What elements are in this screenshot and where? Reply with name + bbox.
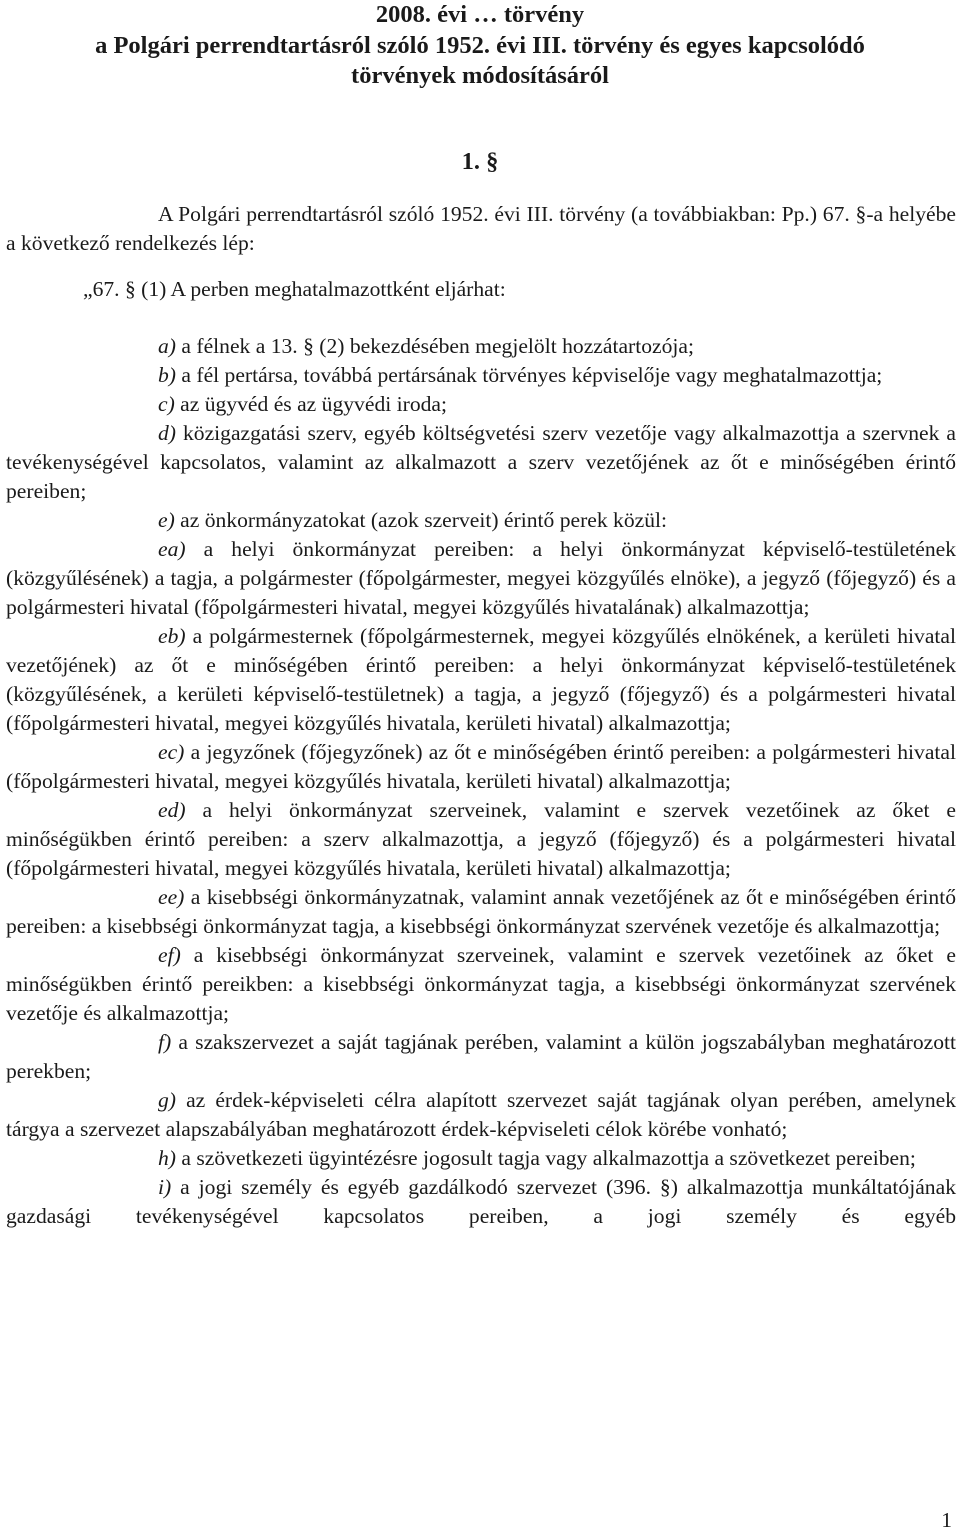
list-item-h [6, 1144, 956, 1173]
page-number: 1 [941, 1508, 952, 1532]
item-text: a fél pertársa, továbbá pertársának törvényes képviselője vagy meghatalmazottja; [176, 363, 883, 387]
item-label: eb) [158, 624, 186, 648]
list-item-eb [6, 622, 956, 738]
list-item-b [6, 361, 956, 390]
intro-paragraph: A Polgári perrendtartásról szóló 1952. évi III. törvény (a továbbiakban: Pp.) 67. §-a helyébe a következő rendelkezés lép: [6, 202, 956, 255]
item-label: i) [158, 1175, 172, 1199]
item-text: a szakszervezet a saját tagjának perében, valamint a külön jogszabályban meghatározott perekben; [6, 1030, 956, 1083]
list-item-g [6, 1086, 956, 1144]
list-item-ec [6, 738, 956, 796]
item-text: a helyi önkormányzat szerveinek, valamint e szervek vezetőinek az őket e minőségükben érintő pereiben: a szerv alkalmazottja, a jegyző (főjegyző) és a polgármesteri hivatal (főpolgármesteri hivatal, megyei közgyűlés hivatala, kerületi hivatal) alkalmazottja; [6, 798, 956, 880]
item-text: a helyi önkormányzat pereiben: a helyi önkormányzat képviselő-testületének (közgyűlésének) a tagja, a polgármester (főpolgármester, megyei közgyűlés elnöke), a jegyző (főjegyző) és a polgármesteri hivatal (főpolgármesteri hivatal, megyei közgyűlés hivatalának) alkalmazottja; [6, 537, 956, 619]
document-title [0, 0, 960, 92]
title-line-1: 2008. évi … törvény [375, 1, 585, 28]
item-label: ec) [158, 740, 185, 764]
document-body [6, 200, 956, 1231]
item-label: a) [158, 334, 176, 358]
item-text: a polgármesternek (főpolgármesternek, megyei közgyűlés elnökének, a kerületi hivatal vezetőjének) az őt e minőségében érintő pereiben: a helyi önkormányzat képviselő-testületének (közgyűlésének, a kerületi képviselő-testületnek) a tagja, a jegyző (főjegyző) és a polgármesteri hivatal (főpolgármesteri hivatal, megyei közgyűlés hivatala, kerületi hivatal) alkalmazottja; [6, 624, 956, 735]
item-label: d) [158, 421, 176, 445]
list-item-i [6, 1173, 956, 1231]
item-text: a jogi személy és egyéb gazdálkodó szervezet (396. §) alkalmazottja munkáltatójának gazdasági tevékenységével kapcsolatos pereiben, a jogi személy és egyéb [6, 1175, 956, 1228]
item-text: a félnek a 13. § (2) bekezdésében megjelölt hozzátartozója; [176, 334, 695, 358]
list-item-e [6, 506, 956, 535]
item-label: f) [158, 1030, 172, 1054]
title-line-3: törvények módosításáról [351, 62, 609, 89]
item-text: az érdek-képviseleti célra alapított szervezet saját tagjának olyan perében, amelynek tárgya a szervezet alapszabályában meghatározott érdek-képviseleti célok körébe vonható; [6, 1088, 956, 1141]
item-text: a kisebbségi önkormányzatnak, valamint annak vezetőjének az őt e minőségében érintő pereiben: a kisebbségi önkormányzat tagja, a kisebbségi önkormányzat szervének vezetője és alkalmazottja; [6, 885, 956, 938]
title-line-2: a Polgári perrendtartásról szóló 1952. évi III. törvény és egyes kapcsolódó [95, 31, 865, 59]
item-text: az ügyvéd és az ügyvédi iroda; [174, 392, 448, 416]
item-text: a kisebbségi önkormányzat szerveinek, valamint e szervek vezetőinek az őket e minőségükben érintő pereikben: a kisebbségi önkormányzat tagja, a kisebbségi önkormányzat szervének vezetője és alkalmazottja; [6, 943, 956, 1025]
item-label: h) [158, 1146, 176, 1170]
item-text: a szövetkezeti ügyintézésre jogosult tagja vagy alkalmazottja a szövetkezet pereiben; [176, 1146, 916, 1170]
list-item-a [6, 332, 956, 361]
item-text: a jegyzőnek (főjegyzőnek) az őt e minőségében érintő pereiben: a polgármesteri hivatal (főpolgármesteri hivatal, megyei közgyűlés hivatala, kerületi hivatal) alkalmazottja; [6, 740, 956, 793]
list-item-ee [6, 883, 956, 941]
list-item-ed [6, 796, 956, 883]
item-label: ea) [158, 537, 186, 561]
quoted-provision-heading: „67. § (1) A perben meghatalmazottként eljárhat: [83, 277, 506, 301]
list-item-c [6, 390, 956, 419]
item-label: ee) [158, 885, 185, 909]
item-label: ef) [158, 943, 181, 967]
list-item-d [6, 419, 956, 506]
list-item-ea [6, 535, 956, 622]
item-text: az önkormányzatokat (azok szerveit) érintő perek közül: [174, 508, 668, 532]
list-item-ef [6, 941, 956, 1028]
item-text: közigazgatási szerv, egyéb költségvetési szerv vezetője vagy alkalmazottja a szervnek a tevékenységével kapcsolatos, valamint az alkalmazott a szerv vezetőjének az őt e minőségében érintő pereiben; [6, 421, 956, 503]
section-number: 1. § [461, 148, 499, 175]
item-label: b) [158, 363, 176, 387]
item-label: e) [158, 508, 175, 532]
item-label: ed) [158, 798, 186, 822]
list-item-f [6, 1028, 956, 1086]
item-label: c) [158, 392, 175, 416]
item-label: g) [158, 1088, 176, 1112]
